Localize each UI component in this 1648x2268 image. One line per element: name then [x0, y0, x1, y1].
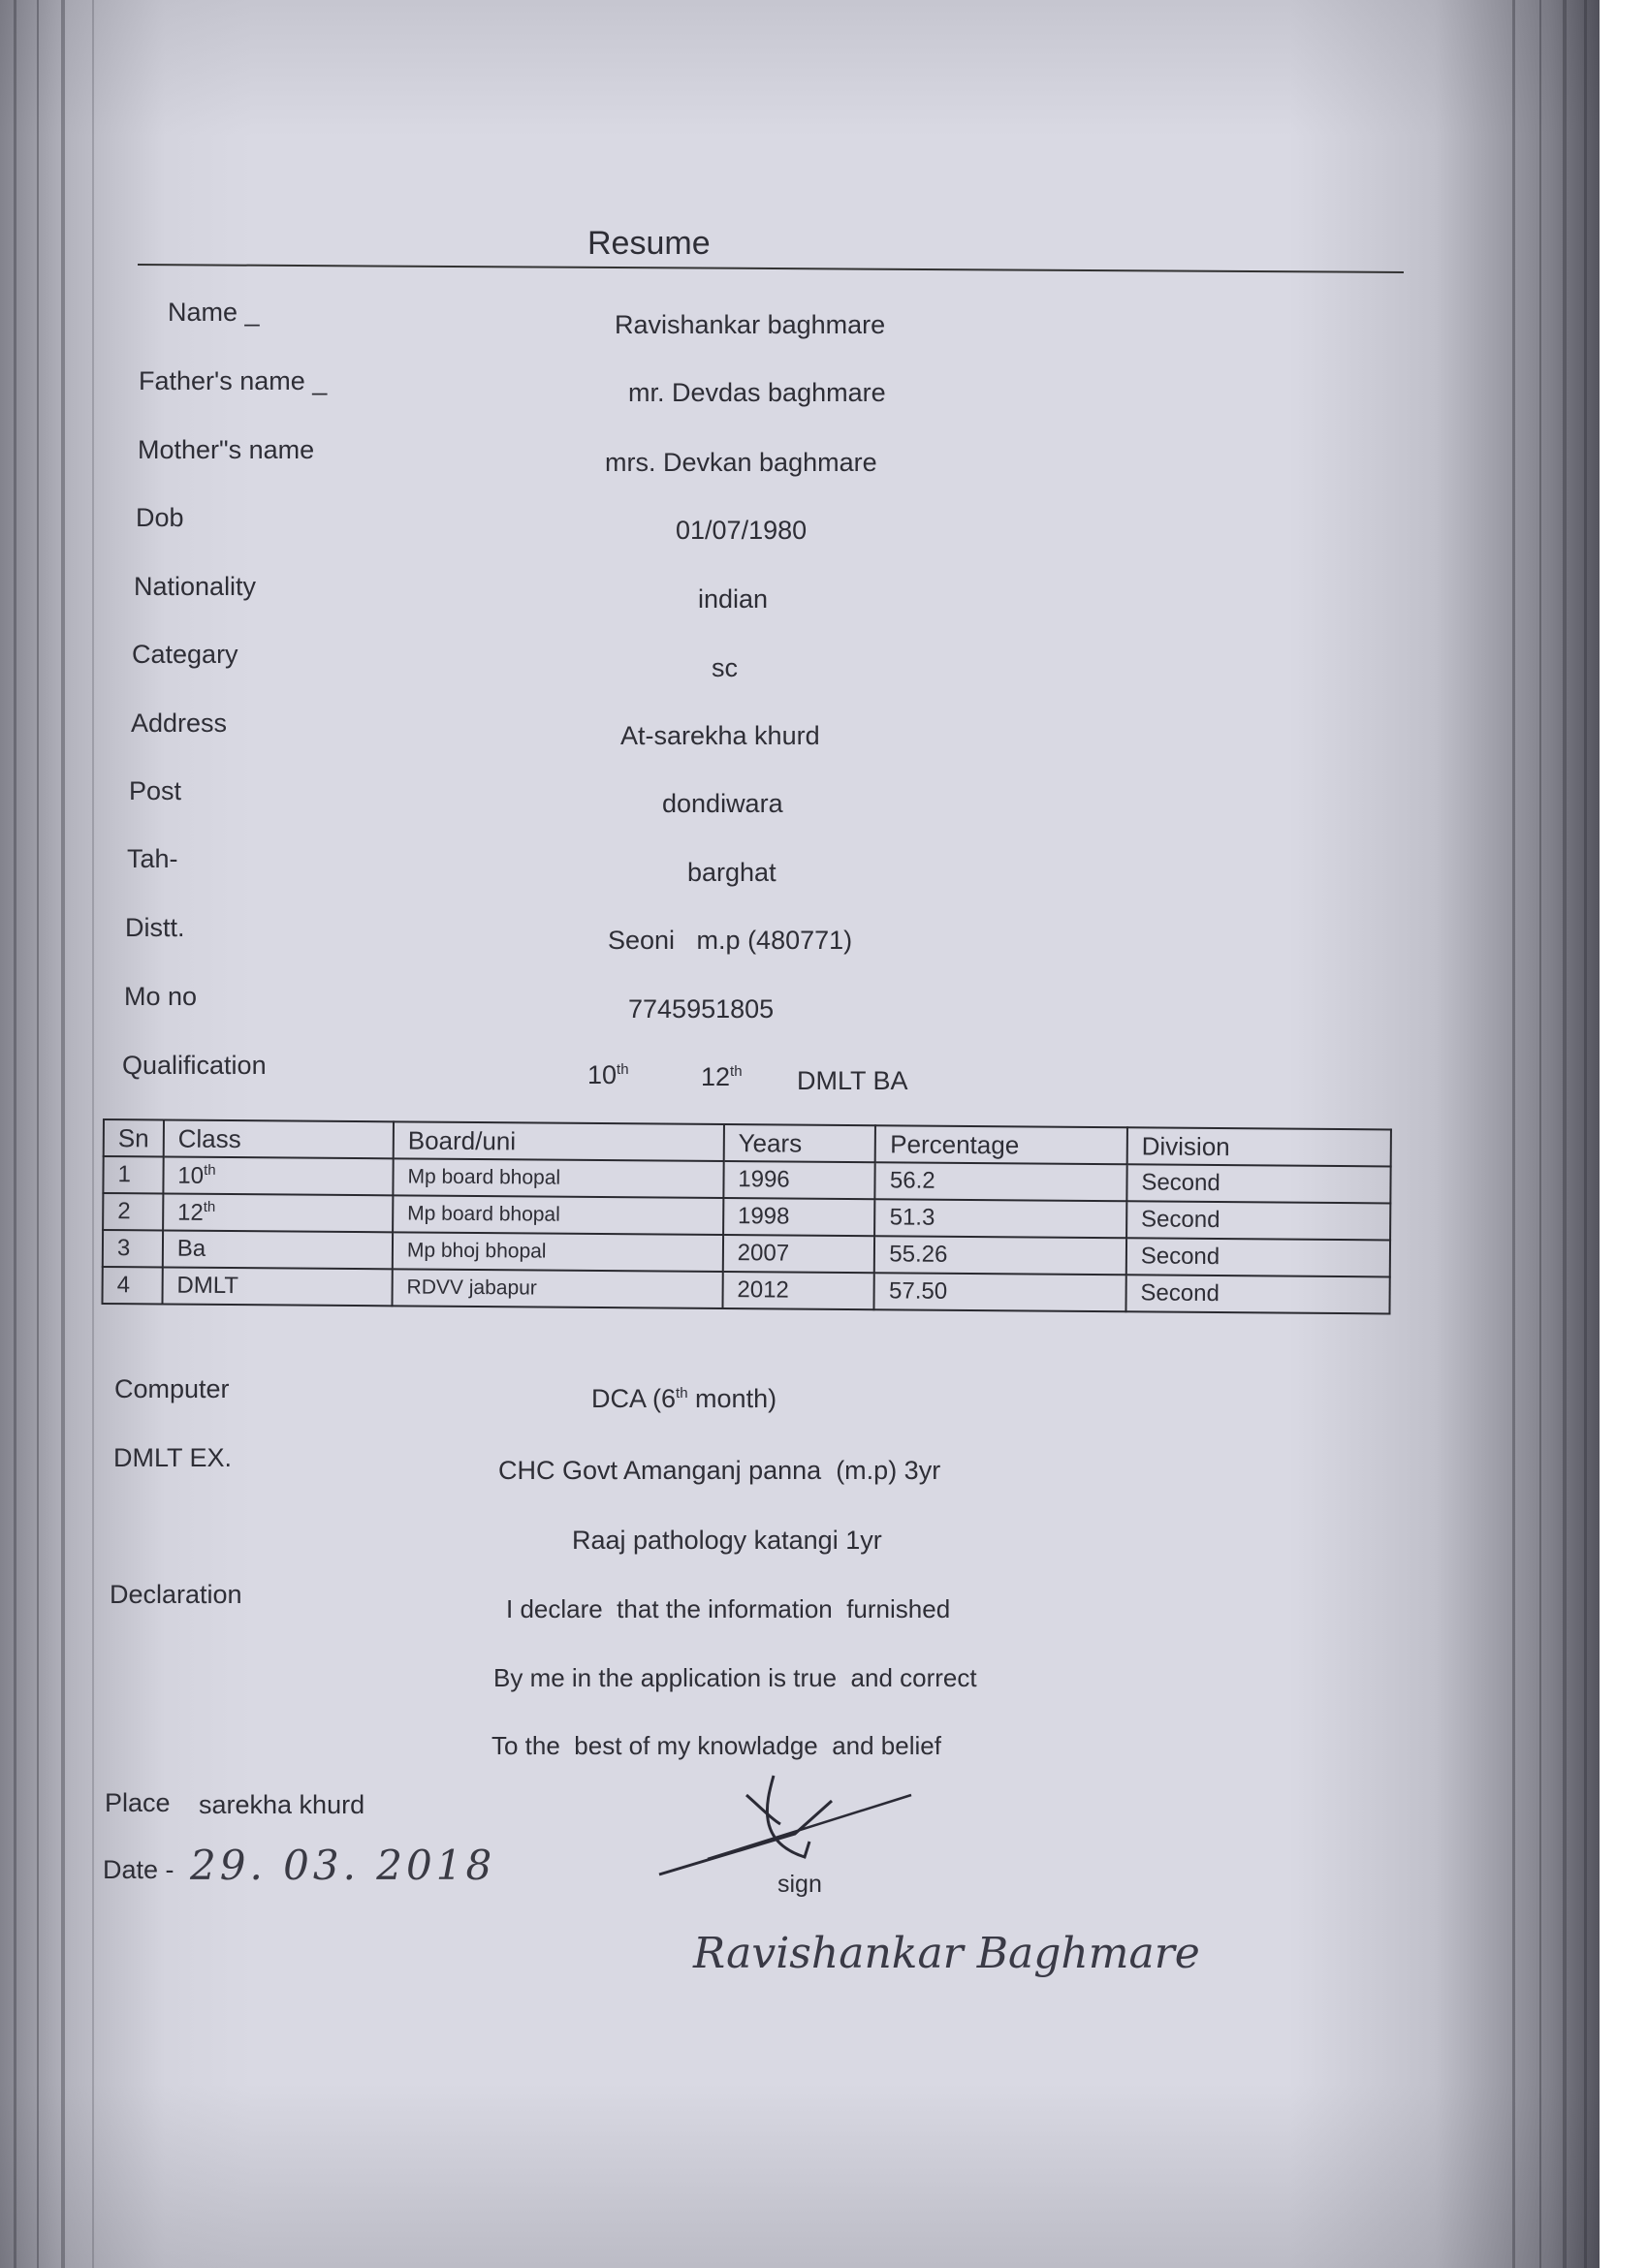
- experience-line: CHC Govt Amanganj panna (m.p) 3yr: [498, 1456, 941, 1485]
- cell-percentage: 55.26: [874, 1236, 1126, 1275]
- cell-percentage: 57.50: [874, 1273, 1126, 1311]
- header-percentage: Percentage: [875, 1125, 1127, 1164]
- mother-name-label: Mother"s name: [138, 435, 315, 464]
- cell-board: RDVV jabapur: [392, 1269, 722, 1308]
- declaration-line: I declare that the information furnished: [506, 1594, 951, 1623]
- handwritten-name: Ravishankar Baghmare: [693, 1929, 1200, 1978]
- header-sn: Sn: [104, 1119, 164, 1156]
- qualification-item: 10th: [587, 1060, 629, 1089]
- tahsil-value: barghat: [687, 858, 776, 887]
- scan-streak: [14, 0, 16, 2268]
- computer-label: Computer: [114, 1374, 230, 1403]
- title-underline: [138, 264, 1404, 273]
- cell-year: 1998: [723, 1198, 875, 1236]
- scan-streak: [61, 0, 65, 2268]
- scan-streak: [1512, 0, 1515, 2268]
- category-value: sc: [712, 653, 738, 682]
- scan-streak: [1563, 0, 1567, 2268]
- header-board: Board/uni: [394, 1121, 724, 1161]
- name-value: Ravishankar baghmare: [615, 310, 886, 339]
- place-label: Place: [105, 1788, 171, 1817]
- cell-board: Mp bhoj bhopal: [393, 1232, 723, 1272]
- cell-division: Second: [1126, 1164, 1390, 1203]
- scan-streak: [1539, 0, 1541, 2268]
- tahsil-label: Tah-: [127, 844, 178, 873]
- cell-sn: 3: [103, 1230, 163, 1267]
- father-name-label: Father's name _: [139, 366, 328, 395]
- dob-value: 01/07/1980: [676, 516, 808, 545]
- qualification-item: 12th: [701, 1062, 743, 1091]
- scan-streak: [92, 0, 94, 2268]
- district-value: Seoni m.p (480771): [608, 926, 853, 955]
- computer-value: DCA (6th month): [591, 1384, 777, 1413]
- signature-scribble: [650, 1774, 921, 1880]
- category-label: Categary: [132, 640, 238, 669]
- cell-year: 2007: [723, 1235, 875, 1273]
- header-years: Years: [723, 1124, 875, 1162]
- cell-division: Second: [1126, 1201, 1390, 1240]
- cell-class: 10th: [163, 1156, 393, 1195]
- cell-class: Ba: [163, 1230, 393, 1269]
- district-label: Distt.: [125, 913, 185, 942]
- cell-board: Mp board bhopal: [393, 1195, 723, 1235]
- nationality-value: indian: [698, 584, 769, 614]
- father-name-value: mr. Devdas baghmare: [628, 378, 886, 407]
- cell-sn: 2: [103, 1193, 163, 1230]
- declaration-line: To the best of my knowladge and belief: [491, 1731, 941, 1760]
- post-value: dondiwara: [662, 789, 783, 818]
- place-value: sarekha khurd: [199, 1790, 365, 1819]
- cell-percentage: 56.2: [875, 1162, 1127, 1201]
- cell-class: DMLT: [162, 1267, 392, 1306]
- experience-label: DMLT EX.: [113, 1443, 233, 1472]
- scan-streak: [1584, 0, 1587, 2268]
- address-label: Address: [131, 709, 228, 738]
- cell-year: 2012: [722, 1272, 874, 1309]
- mother-name-value: mrs. Devkan baghmare: [605, 448, 877, 477]
- qualification-label: Qualification: [122, 1051, 267, 1080]
- experience-line: Raaj pathology katangi 1yr: [572, 1526, 882, 1555]
- qualification-item: DMLT BA: [797, 1066, 908, 1095]
- cell-class: 12th: [163, 1193, 393, 1232]
- header-division: Division: [1127, 1127, 1391, 1166]
- cell-sn: 4: [102, 1267, 162, 1304]
- declaration-line: By me in the application is true and correct: [493, 1663, 977, 1692]
- scan-streak: [37, 0, 39, 2268]
- date-label: Date -: [103, 1855, 174, 1884]
- cell-board: Mp board bhopal: [393, 1158, 723, 1198]
- handwritten-date: 29. 03. 2018: [190, 1842, 496, 1889]
- cell-sn: 1: [103, 1156, 163, 1193]
- page-title: Resume: [587, 225, 711, 262]
- sign-label: sign: [777, 1871, 822, 1898]
- cell-year: 1996: [723, 1161, 875, 1199]
- address-value: At-sarekha khurd: [620, 721, 820, 750]
- dob-label: Dob: [136, 503, 184, 532]
- post-label: Post: [129, 776, 182, 805]
- cell-division: Second: [1126, 1238, 1390, 1276]
- nationality-label: Nationality: [134, 572, 257, 601]
- header-class: Class: [164, 1119, 394, 1158]
- name-label: Name _: [168, 298, 260, 327]
- declaration-label: Declaration: [110, 1580, 242, 1609]
- cell-percentage: 51.3: [875, 1199, 1127, 1238]
- cell-division: Second: [1125, 1275, 1389, 1313]
- mobile-value: 7745951805: [628, 994, 775, 1024]
- education-table: [101, 1118, 1391, 1314]
- mobile-label: Mo no: [124, 982, 198, 1011]
